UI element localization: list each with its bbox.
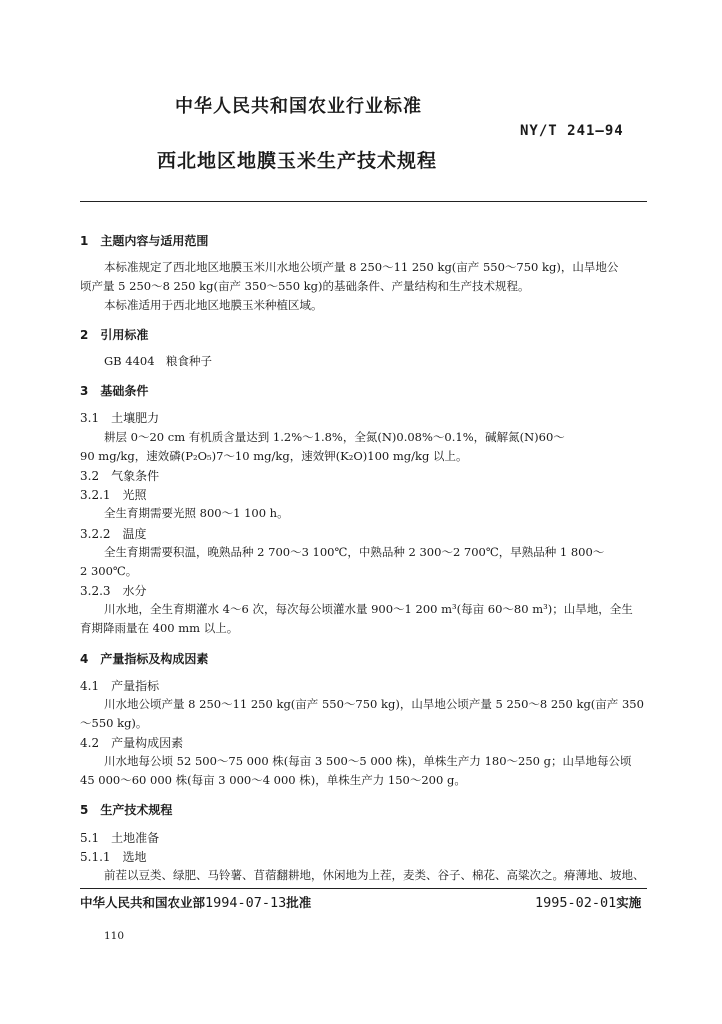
paragraph: 全生育期需要积温，晚熟品种 2 700～3 100℃，中熟品种 2 300～2 700℃，早熟品种 1 800～: [104, 545, 605, 559]
section-4-heading: 4 产量指标及构成因素: [80, 652, 209, 666]
section-3-heading: 3 基础条件: [80, 384, 149, 398]
paragraph: 45 000～60 000 株(每亩 3 000～4 000 株)，单株生产力 150～200 g。: [80, 773, 466, 787]
footer-divider: [80, 888, 647, 889]
paragraph: ～550 kg)。: [80, 716, 148, 730]
footer-impl-date: 1995-02-01: [535, 895, 617, 911]
paragraph: 2 300℃。: [80, 564, 138, 578]
paragraph: 川水地，全生育期灌水 4～6 次，每次每公顷灌水量 900～1 200 m³(每亩 60～80 m³)；山旱地，全生: [104, 602, 633, 616]
paragraph: 本标准适用于西北地区地膜玉米种植区域。: [104, 298, 323, 312]
footer-approve-date: 1994-07-13: [205, 895, 287, 911]
subsection-heading: 3.2.2 温度: [80, 527, 147, 541]
subsection-heading: 3.2.1 光照: [80, 488, 147, 502]
footer-ministry: 中华人民共和国农业部: [80, 895, 206, 910]
section-1-heading: 1 主题内容与适用范围: [80, 234, 209, 248]
subsection-heading: 4.1 产量指标: [80, 679, 160, 693]
subsection-heading: 4.2 产量构成因素: [80, 736, 184, 750]
subsection-heading: 5.1 土地准备: [80, 831, 160, 845]
header-divider: [80, 201, 647, 202]
subsection-heading: 5.1.1 选地: [80, 850, 147, 864]
paragraph: 前茬以豆类、绿肥、马铃薯、苜蓿翻耕地，休闲地为上茬，麦类、谷子、棉花、高粱次之。瘠薄地、坡地、: [104, 868, 645, 882]
footer-approval: [80, 893, 311, 911]
footer-impl-label: 实施: [616, 895, 642, 910]
paragraph: 川水地每公顷 52 500～75 000 株(每亩 3 500～5 000 株)，单株生产力 180～250 g；山旱地每公顷: [104, 754, 632, 768]
standard-title: 中华人民共和国农业行业标准: [175, 96, 422, 117]
subsection-heading: 3.2.3 水分: [80, 584, 147, 598]
paragraph: 川水地公顷产量 8 250～11 250 kg(亩产 550～750 kg)，山旱地公顷产量 5 250～8 250 kg(亩产 350: [104, 697, 644, 711]
paragraph: 全生育期需要光照 800～1 100 h。: [104, 506, 289, 520]
document-title: 西北地区地膜玉米生产技术规程: [157, 150, 438, 172]
standard-code: NY/T 241—94: [520, 123, 624, 139]
paragraph: 顷产量 5 250～8 250 kg(亩产 350～550 kg)的基础条件、产量结构和生产技术规程。: [80, 279, 530, 293]
section-2-heading: 2 引用标准: [80, 328, 149, 342]
footer-implementation: [535, 893, 641, 911]
page-number: 110: [104, 930, 125, 942]
paragraph: 耕层 0～20 cm 有机质含量达到 1.2%～1.8%，全氮(N)0.08%～0.1%，碱解氮(N)60～: [104, 430, 565, 444]
footer-approve-label: 批准: [286, 895, 312, 910]
reference-item: GB 4404 粮食种子: [104, 354, 213, 368]
section-5-heading: 5 生产技术规程: [80, 803, 173, 817]
paragraph: 本标准规定了西北地区地膜玉米川水地公顷产量 8 250～11 250 kg(亩产 550～750 kg)，山旱地公: [104, 260, 619, 274]
paragraph: 90 mg/kg，速效磷(P₂O₅)7～10 mg/kg，速效钾(K₂O)100 mg/kg 以上。: [80, 449, 468, 463]
subsection-heading: 3.2 气象条件: [80, 469, 160, 483]
paragraph: 育期降雨量在 400 mm 以上。: [80, 621, 239, 635]
subsection-heading: 3.1 土壤肥力: [80, 411, 160, 425]
